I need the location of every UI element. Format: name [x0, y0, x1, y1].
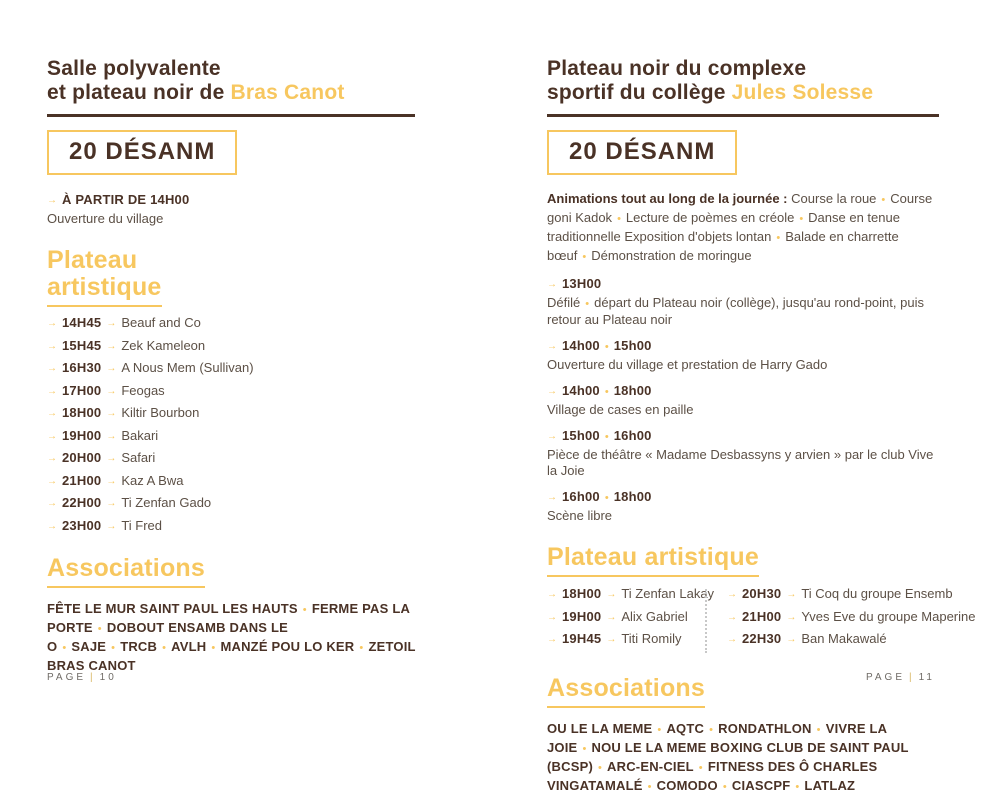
arrow-icon: → [106, 430, 117, 442]
entry-desc-part: Scène libre [547, 508, 613, 523]
dot-separator: • [698, 761, 703, 774]
dot-separator: • [647, 780, 652, 793]
dot-separator: • [799, 213, 804, 225]
schedule-time: 16H30 [62, 360, 102, 375]
list-item: AQTC [666, 720, 705, 736]
heading-line: artistique [47, 274, 162, 307]
entry-time: 15h00 [562, 428, 600, 443]
right-page-title [547, 57, 939, 117]
arrow-icon: → [106, 520, 117, 532]
section-heading-plateau-artistique [547, 544, 939, 577]
arrow-icon: → [606, 589, 617, 600]
arrow-icon: → [47, 363, 57, 374]
dotted-divider [705, 589, 707, 653]
artistic-schedule-columns [547, 586, 976, 655]
dot-separator: • [162, 641, 167, 654]
schedule-time: 18H00 [62, 405, 102, 420]
dot-separator: • [62, 641, 67, 654]
dot-separator: • [211, 641, 216, 654]
entry-time-line [547, 489, 939, 506]
entry-desc-part: Village de cases en paille [547, 402, 694, 417]
arrow-icon: → [47, 340, 57, 352]
date-badge: 20 DÉSANM [547, 130, 737, 175]
entry-description [547, 295, 939, 328]
section-heading-plateau-artistique [47, 247, 439, 307]
list-item: Course la roue [791, 191, 877, 206]
entry-time: 15h00 [613, 338, 652, 353]
schedule-name: Yves Eve du groupe Maperine [801, 608, 976, 624]
dot-separator: • [617, 213, 621, 225]
footer-number: 11 [918, 672, 935, 683]
title-row [47, 81, 415, 105]
opening-description: Ouverture du village [47, 211, 164, 226]
heading-line: Associations [547, 675, 705, 708]
schedule-name: Ti Zenfan Lakay [621, 586, 715, 601]
schedule-name: Safari [121, 450, 156, 465]
schedule-name: Ti Coq du groupe Ensemb [801, 586, 953, 601]
arrow-icon: → [547, 634, 557, 645]
list-item: DOBOUT ENSAMB DANS LE O [47, 619, 289, 654]
dot-separator: • [111, 641, 116, 654]
arrow-icon: → [727, 634, 737, 645]
dot-separator: • [795, 780, 800, 793]
arrow-icon: → [606, 634, 617, 645]
entry-desc-part: Pièce de théâtre « Madame Desbassyns y arvien » par le club Vive la Joie [547, 447, 934, 478]
list-item: ARC-EN-CIEL [607, 758, 694, 774]
timed-entry [547, 338, 939, 373]
entry-desc-part: départ du Plateau noir (collège), jusqu'au rond-point, puis retour au Plateau noir [547, 295, 924, 327]
arrow-icon: → [47, 520, 57, 532]
schedule-name: A Nous Mem (Sullivan) [121, 360, 254, 375]
dot-separator: • [582, 742, 587, 755]
schedule-item [47, 316, 439, 332]
section-heading-associations [47, 555, 439, 588]
entry-time-line [547, 276, 939, 293]
list-item: FERME PAS LA PORTE [47, 600, 410, 635]
timed-entry [547, 276, 939, 328]
dot-separator: • [597, 761, 603, 774]
arrow-icon: → [786, 634, 797, 645]
list-item: NOU LE LA MEME BOXING CLUB DE SAINT PAUL (BCSP) [547, 739, 909, 774]
entry-description [547, 508, 939, 524]
schedule-item [47, 451, 439, 467]
footer-number: 10 [99, 672, 117, 683]
dot-separator: • [582, 251, 587, 263]
schedule-name: Kiltir Bourbon [121, 405, 200, 420]
list-item: Lecture de poèmes en créole [625, 210, 795, 225]
schedule-name: Titi Romily [621, 631, 682, 646]
list-item: LATLAZ [804, 777, 856, 793]
list-item: Balade en charrette bœuf [547, 229, 899, 263]
heading-line: Plateau artistique [547, 544, 759, 577]
arrow-icon: → [106, 385, 117, 397]
dot-separator: • [776, 232, 781, 244]
title-dark-line: Salle polyvalente [47, 57, 221, 80]
associations-list [547, 720, 939, 796]
title-dark-line: sportif du collège [547, 81, 726, 104]
schedule-name: Ti Fred [121, 517, 163, 533]
schedule-name: Zek Kameleon [121, 337, 206, 353]
arrow-icon: → [47, 498, 57, 509]
arrow-icon: → [786, 611, 797, 623]
arrow-icon: → [727, 611, 737, 623]
schedule-name: Alix Gabriel [621, 608, 688, 624]
schedule-time: 14H45 [62, 315, 102, 330]
schedule-name: Kaz A Bwa [121, 472, 184, 488]
entry-time: 16h00 [613, 428, 652, 443]
artistic-schedule-left [547, 586, 715, 655]
schedule-time: 17H00 [62, 382, 102, 398]
schedule-item [47, 429, 439, 445]
dot-separator: • [881, 194, 886, 206]
list-item: Course goni Kadok [547, 191, 933, 225]
dot-separator: • [359, 641, 364, 654]
schedule-time: 19H00 [62, 427, 102, 443]
footer-label: PAGE [865, 672, 905, 683]
footer-separator: | [909, 672, 915, 683]
timed-entries [547, 276, 939, 524]
title-highlight: Bras Canot [230, 81, 345, 104]
list-item: COMODO [656, 777, 718, 793]
schedule-item [47, 339, 439, 355]
entry-time: 14h00 [562, 383, 600, 398]
schedule-item [547, 610, 705, 626]
arrow-icon: → [547, 492, 557, 503]
right-page-footer [866, 672, 935, 683]
arrow-icon: → [606, 611, 617, 623]
animations-lead: Animations tout au long de la journée : [547, 191, 788, 206]
arrow-icon: → [106, 453, 117, 464]
entry-description [547, 402, 939, 418]
entry-time-line [547, 428, 939, 445]
list-item: FITNESS DES Ô CHARLES VINGATAMALÉ [547, 758, 878, 793]
schedule-time: 23H00 [62, 517, 102, 533]
footer-label: PAGE [47, 672, 87, 683]
list-item: ZETOIL BRAS CANOT [47, 638, 416, 673]
title-dark-line: Plateau noir du complexe [547, 57, 807, 80]
left-page-title [47, 57, 415, 117]
left-page-footer [47, 672, 117, 683]
schedule-time: 19H45 [562, 631, 602, 646]
schedule-time: 22H30 [742, 631, 782, 646]
dot-separator: • [585, 298, 590, 310]
artistic-schedule-right [727, 587, 975, 655]
schedule-name: Beauf and Co [121, 315, 201, 330]
arrow-icon: → [106, 363, 117, 374]
schedule-time: 20H30 [742, 586, 782, 601]
list-item: MANZÉ POU LO KER [220, 638, 355, 654]
schedule-time: 19H00 [562, 608, 602, 624]
entry-desc-part: Défilé [547, 295, 581, 310]
opening-time-line [47, 192, 439, 209]
entry-description [547, 447, 939, 479]
schedule-name: Ban Makawalé [801, 631, 887, 646]
schedule-time: 21H00 [742, 608, 782, 624]
entry-description [547, 357, 939, 373]
schedule-item [727, 587, 975, 603]
schedule-item [47, 361, 439, 377]
arrow-icon: → [727, 589, 737, 600]
left-page [47, 57, 439, 675]
arrow-icon: → [547, 386, 557, 397]
schedule-time: 22H00 [62, 495, 102, 510]
arrow-icon: → [547, 341, 557, 352]
schedule-time: 15H45 [62, 337, 102, 353]
dot-separator: • [816, 723, 821, 736]
schedule-item [547, 632, 705, 648]
schedule-item [47, 496, 439, 512]
arrow-icon: → [106, 475, 117, 487]
dot-separator: • [97, 622, 102, 635]
schedule-item [47, 406, 439, 422]
arrow-icon: → [106, 340, 117, 352]
list-item: TRCB [120, 638, 158, 654]
entry-time: 16h00 [562, 489, 600, 504]
schedule-item [47, 519, 439, 535]
arrow-icon: → [47, 195, 57, 206]
date-badge: 20 DÉSANM [47, 130, 237, 175]
dot-separator: • [302, 603, 307, 616]
timed-entry [547, 428, 939, 479]
arrow-icon: → [106, 408, 117, 419]
arrow-icon: → [47, 318, 57, 329]
list-item: FÊTE LE MUR SAINT PAUL LES HAUTS [47, 600, 298, 616]
arrow-icon: → [106, 318, 117, 329]
timed-entry [547, 489, 939, 524]
arrow-icon: → [47, 430, 57, 442]
schedule-item [47, 384, 439, 400]
list-item: SAJE [71, 638, 107, 654]
dot-separator: • [604, 431, 609, 443]
arrow-icon: → [786, 589, 797, 600]
right-page [547, 57, 976, 796]
entry-time-line [547, 383, 939, 400]
artistic-schedule [47, 316, 439, 535]
arrow-icon: → [106, 498, 117, 509]
heading-line: Associations [47, 555, 205, 588]
title-row [547, 81, 939, 105]
schedule-time: 18H00 [562, 586, 602, 601]
schedule-item [547, 586, 715, 603]
dot-separator: • [657, 723, 662, 736]
dot-separator: • [709, 723, 714, 736]
schedule-item [47, 474, 439, 490]
list-item: AVLH [171, 638, 207, 654]
dot-separator: • [722, 780, 727, 793]
title-highlight: Jules Solesse [731, 81, 874, 104]
list-item: RONDATHLON [718, 720, 812, 736]
entry-time-line [547, 338, 939, 355]
list-item: CIASCPF [731, 777, 791, 793]
arrow-icon: → [47, 408, 57, 419]
schedule-name: Feogas [121, 382, 165, 398]
entry-time: 14h00 [562, 338, 600, 353]
arrow-icon: → [547, 611, 557, 623]
animations-paragraph [547, 190, 939, 266]
arrow-icon: → [547, 431, 557, 442]
entry-desc-part: Ouverture du village et prestation de Harry Gado [547, 357, 828, 372]
schedule-name: Ti Zenfan Gado [121, 495, 212, 510]
arrow-icon: → [47, 385, 57, 397]
arrow-icon: → [547, 589, 557, 600]
list-item: OU LE LA MEME [547, 720, 653, 736]
list-item: VIVRE LA JOIE [547, 720, 887, 755]
schedule-time: 20H00 [62, 450, 102, 465]
entry-time: 13H00 [562, 276, 602, 291]
opening-entry [47, 192, 439, 227]
dot-separator: • [604, 386, 609, 398]
arrow-icon: → [547, 279, 557, 290]
dot-separator: • [604, 341, 609, 353]
dot-separator: • [604, 492, 609, 504]
schedule-item [727, 632, 975, 648]
schedule-name: Bakari [121, 427, 159, 443]
entry-time: 18h00 [613, 489, 652, 504]
list-item: Danse en tenue traditionnelle Exposition d'objets lontan [547, 210, 900, 244]
entry-time: 18h00 [613, 383, 652, 398]
list-item: Démonstration de moringue [591, 248, 752, 263]
opening-time: À PARTIR DE 14H00 [62, 192, 190, 207]
title-dark-line: et plateau noir de [47, 81, 225, 104]
associations-list [47, 600, 439, 675]
schedule-time: 21H00 [62, 472, 102, 488]
arrow-icon: → [47, 475, 57, 487]
heading-line: Plateau [47, 246, 138, 274]
footer-separator: | [90, 672, 96, 683]
timed-entry [547, 383, 939, 418]
arrow-icon: → [47, 453, 57, 464]
schedule-item [727, 610, 975, 626]
